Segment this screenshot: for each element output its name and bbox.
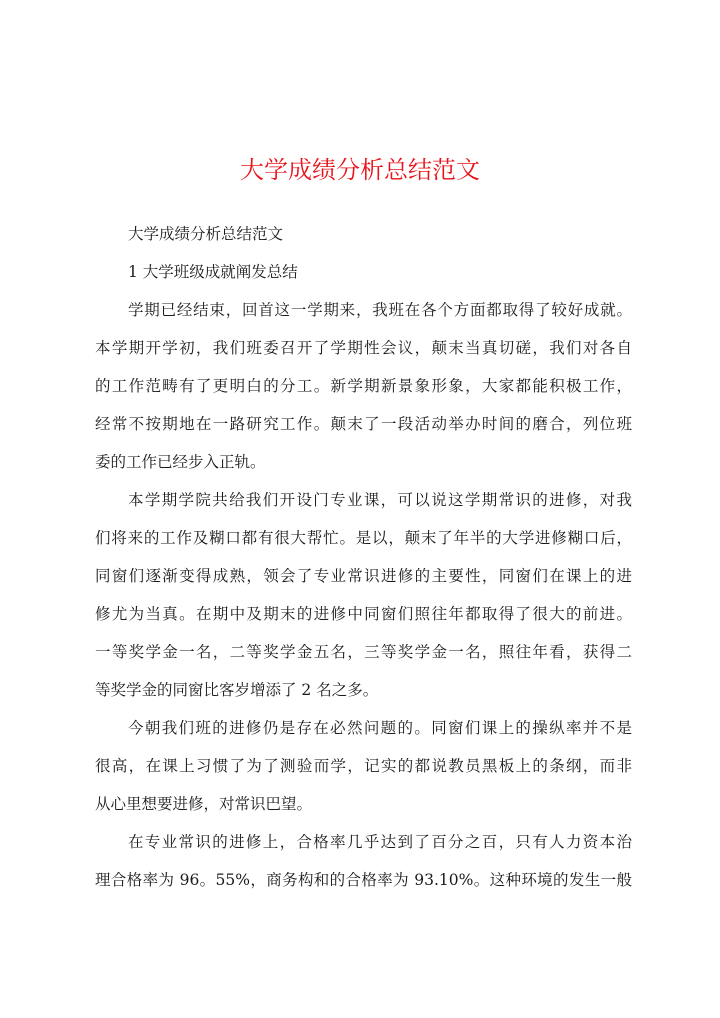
paragraph-2-line-6: 等奖学金的同窗比客岁增添了 2 名之多。 (95, 681, 379, 699)
paragraph-1-line-1: 学期已经结束，回首这一学期来，我班在各个方面都取得了较好成就。 (128, 301, 632, 319)
paragraph-2-line-3: 同窗们逐渐变得成熟，领会了专业常识进修的主要性，同窗们在课上的进 (95, 567, 632, 585)
paragraph-2-line-5: 一等奖学金一名，二等奖学金五名，三等奖学金一名，照往年看，获得二 (95, 643, 632, 661)
subtitle-line: 大学成绩分析总结范文 (128, 225, 284, 243)
paragraph-1-line-2: 本学期开学初，我们班委召开了学期性会议，颠末当真切磋，我们对各自 (95, 339, 632, 357)
paragraph-4-line-2: 理合格率为 96。55%，商务构和的合格率为 93.10%。这种环境的发生一般 (95, 871, 632, 889)
paragraph-4-line-1: 在专业常识的进修上，合格率几乎达到了百分之百，只有人力资本治 (128, 833, 632, 851)
paragraph-2-line-1: 本学期学院共给我们开设门专业课，可以说这学期常识的进修，对我 (128, 491, 632, 509)
document-title: 大学成绩分析总结范文 (240, 156, 480, 184)
paragraph-1-line-4: 经常不按期地在一路研究工作。颠末了一段活动举办时间的磨合，列位班 (95, 415, 632, 433)
paragraph-2-line-2: 们将来的工作及糊口都有很大帮忙。是以，颠末了年半的大学进修糊口后， (95, 529, 632, 547)
paragraph-3-line-2: 很高，在课上习惯了为了测验而学，记实的都说教员黑板上的条纲，而非 (95, 757, 632, 775)
paragraph-1-line-5: 委的工作已经步入正轨。 (95, 453, 266, 471)
paragraph-1-line-3: 的工作范畴有了更明白的分工。新学期新景象形象，大家都能积极工作， (95, 377, 632, 395)
document-body (95, 215, 632, 899)
section-heading: 1 大学班级成就阐发总结 (128, 263, 298, 281)
paragraph-3-line-3: 从心里想要进修，对常识巴望。 (95, 795, 313, 813)
paragraph-2-line-4: 修尤为当真。在期中及期末的进修中同窗们照往年都取得了很大的前进。 (95, 605, 632, 623)
paragraph-3-line-1: 今朝我们班的进修仍是存在必然问题的。同窗们课上的操纵率并不是 (128, 719, 632, 737)
